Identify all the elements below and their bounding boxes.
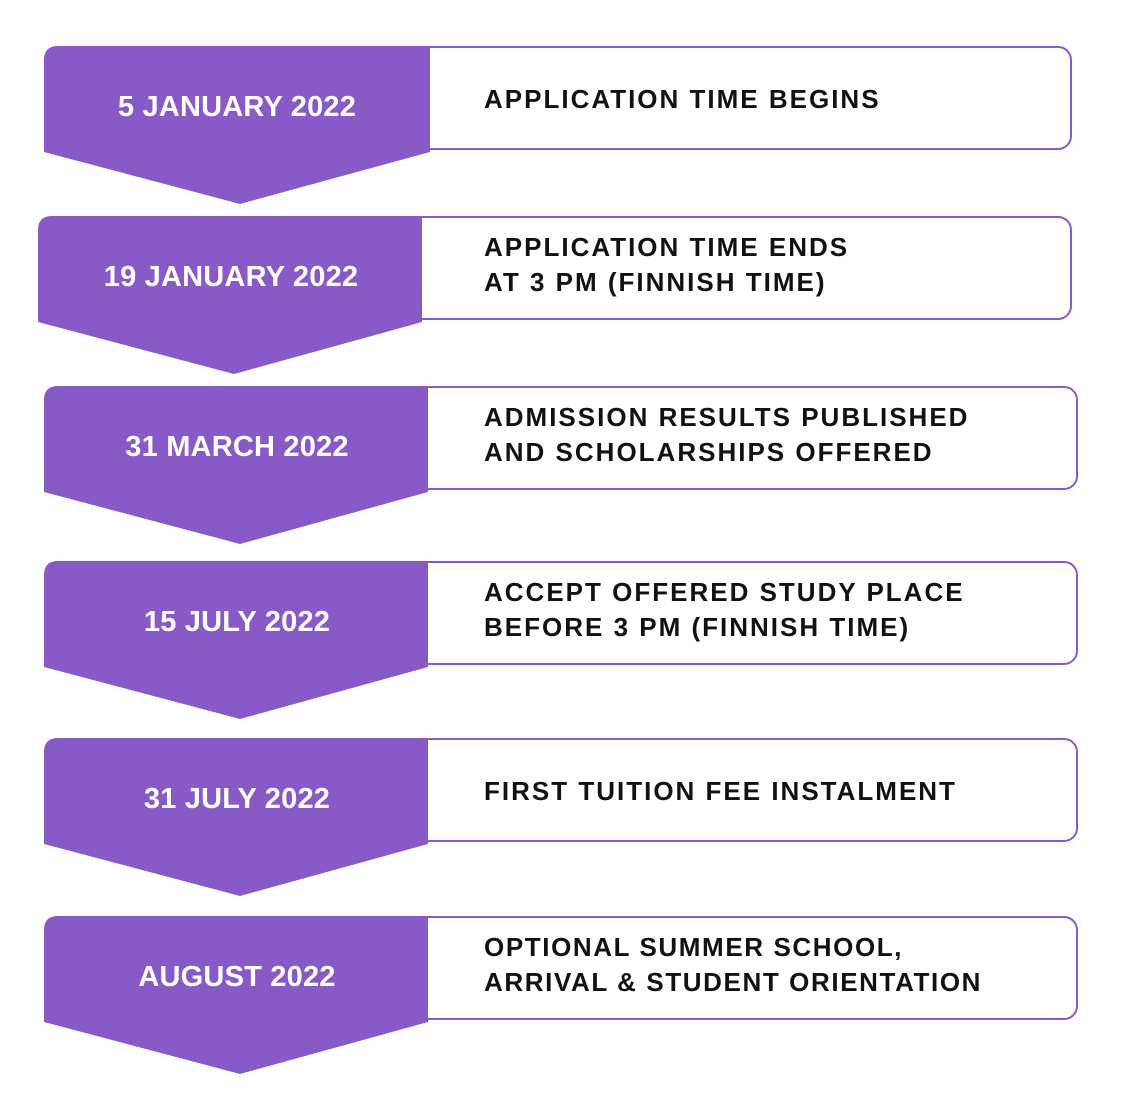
timeline-step-1 [44, 46, 1074, 206]
step-description: APPLICATION TIME BEGINS [484, 84, 881, 114]
step-description: APPLICATION TIME ENDS AT 3 PM (FINNISH TIME) [484, 232, 850, 297]
step-description: ACCEPT OFFERED STUDY PLACE BEFORE 3 PM (FINNISH TIME) [484, 577, 965, 642]
timeline-step-3 [44, 386, 1080, 546]
step-date: 5 JANUARY 2022 [117, 90, 357, 123]
step-description: ADMISSION RESULTS PUBLISHED AND SCHOLARSHIPS OFFERED [484, 402, 970, 467]
step-description: OPTIONAL SUMMER SCHOOL, ARRIVAL & STUDENT ORIENTATION [484, 932, 983, 997]
step-date: 15 JULY 2022 [143, 605, 331, 638]
step-description: FIRST TUITION FEE INSTALMENT [484, 776, 957, 806]
step-date: 19 JANUARY 2022 [103, 260, 359, 293]
timeline-step-5 [44, 738, 1080, 898]
step-date: 31 JULY 2022 [143, 782, 331, 815]
step-date: 31 MARCH 2022 [125, 430, 349, 463]
timeline-step-2 [38, 216, 1074, 376]
timeline-step-4 [44, 561, 1080, 721]
timeline-step-6 [44, 916, 1080, 1076]
step-date: AUGUST 2022 [138, 960, 336, 993]
